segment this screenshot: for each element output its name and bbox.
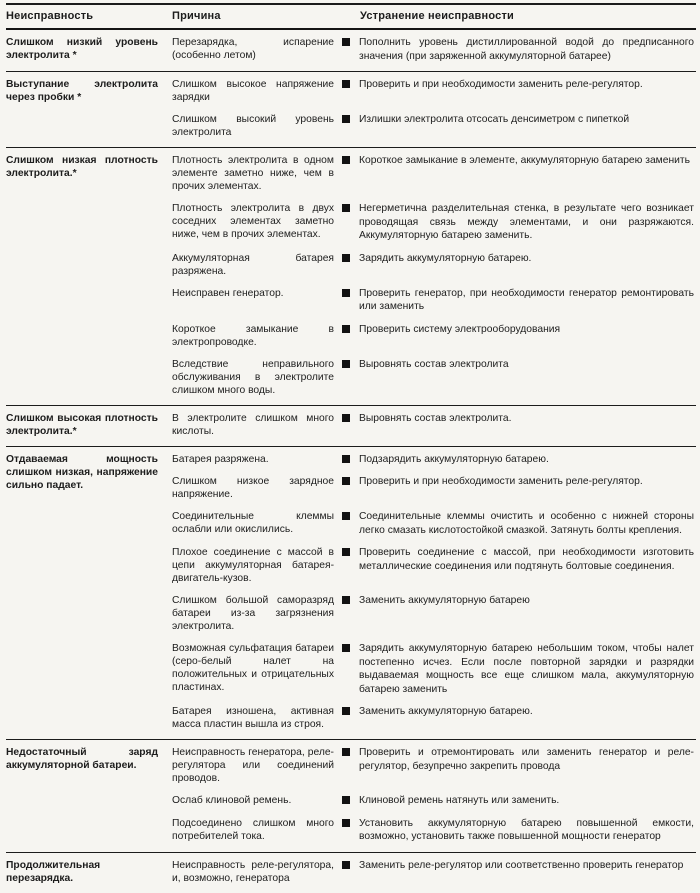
remedy-text: Установить аккумуляторную батарею повышенной емкости, возможно, установить также повышенной мощности генератор: [359, 817, 694, 842]
cause-remedy-row: [172, 113, 696, 139]
cause-remedy-row: [172, 642, 696, 696]
header-remedy: Устранение неисправности: [360, 10, 515, 22]
cause-text: Подсоединено слишком много потребителей тока.: [172, 817, 334, 842]
cause-remedy-row: [172, 794, 696, 808]
cause-remedy-row: [172, 594, 696, 633]
fault-group: [6, 446, 696, 740]
cause-remedy-row: [172, 323, 696, 349]
cause-text: Перезарядка, испарение (особенно летом): [172, 37, 334, 61]
fault-group: [6, 147, 696, 405]
cause-remedy-row: [172, 475, 696, 501]
bullet-square-icon: [342, 707, 350, 715]
remedy-text: Проверить и при необходимости заменить реле-регулятор.: [359, 476, 643, 487]
cause-remedy-row: [172, 705, 696, 731]
cause-remedy-row: [172, 154, 696, 193]
bullet-square-icon: [342, 38, 350, 46]
cause-text: Слишком большой саморазряд батареи из-за загрязнения электролита.: [172, 595, 334, 632]
fault-name: Недостаточный заряд аккумуляторной батареи.: [6, 747, 158, 771]
cause-text: Неисправность реле-регулятора, и, возможно, генератора: [172, 859, 334, 884]
remedy-text: Соединительные клеммы очистить и особенно с нижней стороны легко смазать кислотостойкой смазкой. Затянуть болты крепления.: [359, 511, 694, 536]
cause-text: Соединительные клеммы ослабли или окислились.: [172, 511, 334, 535]
remedy-text: Заменить реле-регулятор или соответственно проверить генератор: [359, 859, 684, 871]
cause-remedy-row: [172, 817, 696, 844]
bullet-square-icon: [342, 861, 350, 869]
bullet-square-icon: [342, 644, 350, 652]
remedy-text: Проверить соединение с массой, при необходимости изготовить металлические соединения или подтянуть болтовые соединения.: [359, 547, 694, 572]
cause-remedy-row: [172, 202, 696, 243]
cause-text: Батарея изношена, активная масса пластин вышла из строя.: [172, 706, 334, 730]
fault-name: Слишком высокая плотность электролита.*: [6, 412, 158, 437]
cause-remedy-row: [172, 358, 696, 397]
cause-remedy-row: [172, 78, 696, 104]
bullet-square-icon: [342, 156, 350, 164]
remedy-text: Проверить генератор, при необходимости генератор ремонтировать или заменить: [359, 287, 694, 312]
remedy-text: Выровнять состав электролита: [359, 358, 509, 370]
cause-remedy-row: [172, 36, 696, 63]
remedy-text: Проверить и отремонтировать или заменить генератор и реле-регулятор, безупречно закрепить провода: [359, 747, 694, 772]
bullet-square-icon: [342, 548, 350, 556]
cause-text: Короткое замыкание в электропроводке.: [172, 323, 334, 348]
cause-text: Плотность электролита в одном элементе заметно ниже, чем в прочих элементах.: [172, 155, 334, 192]
remedy-text: Короткое замыкание в элементе, аккумуляторную батарею заменить: [359, 155, 691, 166]
cause-remedy-row: [172, 510, 696, 537]
cause-text: Ослаб клиновой ремень.: [172, 795, 292, 806]
cause-text: Плотность электролита в двух соседних элементах заметно ниже, чем в прочих элементах.: [172, 203, 334, 240]
cause-remedy-row: [172, 453, 696, 467]
bullet-square-icon: [342, 455, 350, 463]
remedy-text: Подзарядить аккумуляторную батарею.: [359, 453, 549, 465]
fault-name: Отдаваемая мощность слишком низкая, напряжение сильно падает.: [6, 453, 158, 491]
cause-remedy-row: [172, 412, 696, 438]
cause-text: Неисправен генератор.: [172, 287, 284, 299]
cause-text: В электролите слишком много кислоты.: [172, 412, 334, 437]
bullet-square-icon: [342, 254, 350, 262]
cause-remedy-row: [172, 746, 696, 785]
cause-text: Слишком высокое напряжение зарядки: [172, 79, 334, 103]
bullet-square-icon: [342, 512, 350, 520]
cause-text: Батарея разряжена.: [172, 453, 269, 465]
header-cause: Причина: [172, 10, 221, 22]
bullet-square-icon: [342, 796, 350, 804]
bullet-square-icon: [342, 325, 350, 333]
fault-group: [6, 71, 696, 147]
remedy-text: Зарядить аккумуляторную батарею.: [359, 252, 532, 264]
cause-text: Плохое соединение с массой в цепи аккумуляторная батарея-двигатель-кузов.: [172, 547, 334, 584]
bullet-square-icon: [342, 596, 350, 604]
remedy-text: Проверить и при необходимости заменить реле-регулятор.: [359, 79, 643, 90]
table-header-row: [6, 5, 696, 30]
bullet-square-icon: [342, 289, 350, 297]
fault-group: [6, 739, 696, 852]
bullet-square-icon: [342, 204, 350, 212]
bullet-square-icon: [342, 80, 350, 88]
remedy-text: Клиновой ремень натянуть или заменить.: [359, 795, 560, 806]
cause-text: Вследствие неправильного обслуживания в электролите слишком много воды.: [172, 358, 334, 396]
cause-remedy-row: [172, 546, 696, 585]
bullet-square-icon: [342, 414, 350, 422]
cause-text: Возможная сульфатация батареи (серо-белый налет на положительных и отрицательных пластинах.: [172, 643, 334, 693]
troubleshooting-table: [6, 5, 696, 893]
remedy-text: Выровнять состав электролита.: [359, 412, 512, 424]
bullet-square-icon: [342, 477, 350, 485]
remedy-text: Пополнить уровень дистиллированной водой до предписанного значения (при заряженной аккумуляторной батарее): [359, 37, 694, 62]
fault-group: [6, 30, 696, 71]
remedy-text: Зарядить аккумуляторную батарею небольшим током, чтобы налет постепенно исчез. Если после повторной зарядки и разрядки выдаваемая мощность все еще слишком мала, аккумуляторную батарею заменить: [359, 643, 694, 695]
cause-text: Неисправность генератора, реле-регулятора или соединений проводов.: [172, 747, 334, 784]
bullet-square-icon: [342, 360, 350, 368]
fault-name: Продолжительная перезарядка.: [6, 859, 101, 884]
cause-remedy-row: [172, 252, 696, 278]
fault-name: Слишком низкий уровень электролита *: [6, 37, 158, 61]
fault-group: [6, 405, 696, 446]
bullet-square-icon: [342, 748, 350, 756]
remedy-text: Заменить аккумуляторную батарею.: [359, 706, 533, 717]
fault-name: Слишком низкая плотность электролита.*: [6, 155, 158, 179]
cause-remedy-row: [172, 859, 696, 885]
bullet-square-icon: [342, 115, 350, 123]
remedy-text: Заменить аккумуляторную батарею: [359, 595, 530, 606]
header-fault: Неисправность: [6, 10, 94, 22]
cause-text: Слишком низкое зарядное напряжение.: [172, 476, 334, 500]
fault-group: [6, 852, 696, 893]
remedy-text: Излишки электролита отсосать денсиметром с пипеткой: [359, 114, 630, 125]
cause-remedy-row: [172, 287, 696, 314]
cause-text: Аккумуляторная батарея разряжена.: [172, 252, 334, 277]
fault-name: Выступание электролита через пробки *: [6, 79, 158, 103]
remedy-text: Проверить систему электрооборудования: [359, 323, 561, 335]
remedy-text: Негерметична разделительная стенка, в результате чего возникает проводящая связь между элементами, и они разряжаются. Аккумуляторную батарею заменить.: [359, 203, 694, 241]
cause-text: Слишком высокий уровень электролита: [172, 114, 334, 138]
bullet-square-icon: [342, 819, 350, 827]
